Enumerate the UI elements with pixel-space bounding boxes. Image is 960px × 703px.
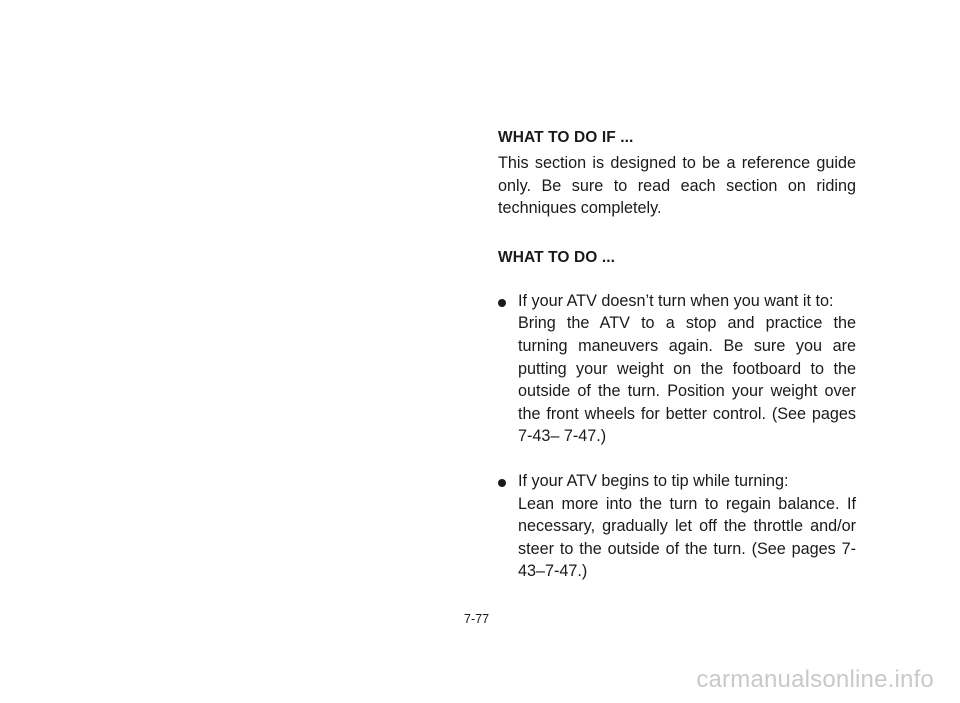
page-number: 7-77 [464, 612, 490, 626]
text-column [498, 128, 856, 583]
bullet-icon [498, 479, 506, 487]
list-item-body: Lean more into the turn to regain balance. If necessary, gradually let off the throttle and/or steer to the outside of the turn. (See pages 7-43–7-47.) [518, 494, 856, 581]
list-item-lead: If your ATV begins to tip while turning: [518, 471, 789, 490]
list-item-lead: If your ATV doesn’t turn when you want it to: [518, 291, 834, 310]
list-item-body: Bring the ATV to a stop and practice the turning maneuvers again. Be sure you are putting your weight on the footboard to the outside of the turn. Position your weight over the front wheels for better control. (See pages 7-43– 7-47.) [518, 314, 856, 446]
subsection-heading: WHAT TO DO ... [498, 248, 616, 266]
intro-paragraph: This section is designed to be a reference guide only. Be sure to read each section on riding techniques completely. [498, 154, 856, 218]
watermark: carmanualsonline.info [696, 666, 934, 693]
list-item [498, 470, 856, 583]
bullet-icon [498, 299, 506, 307]
list-item [498, 290, 856, 448]
section-heading: WHAT TO DO IF ... [498, 129, 634, 146]
